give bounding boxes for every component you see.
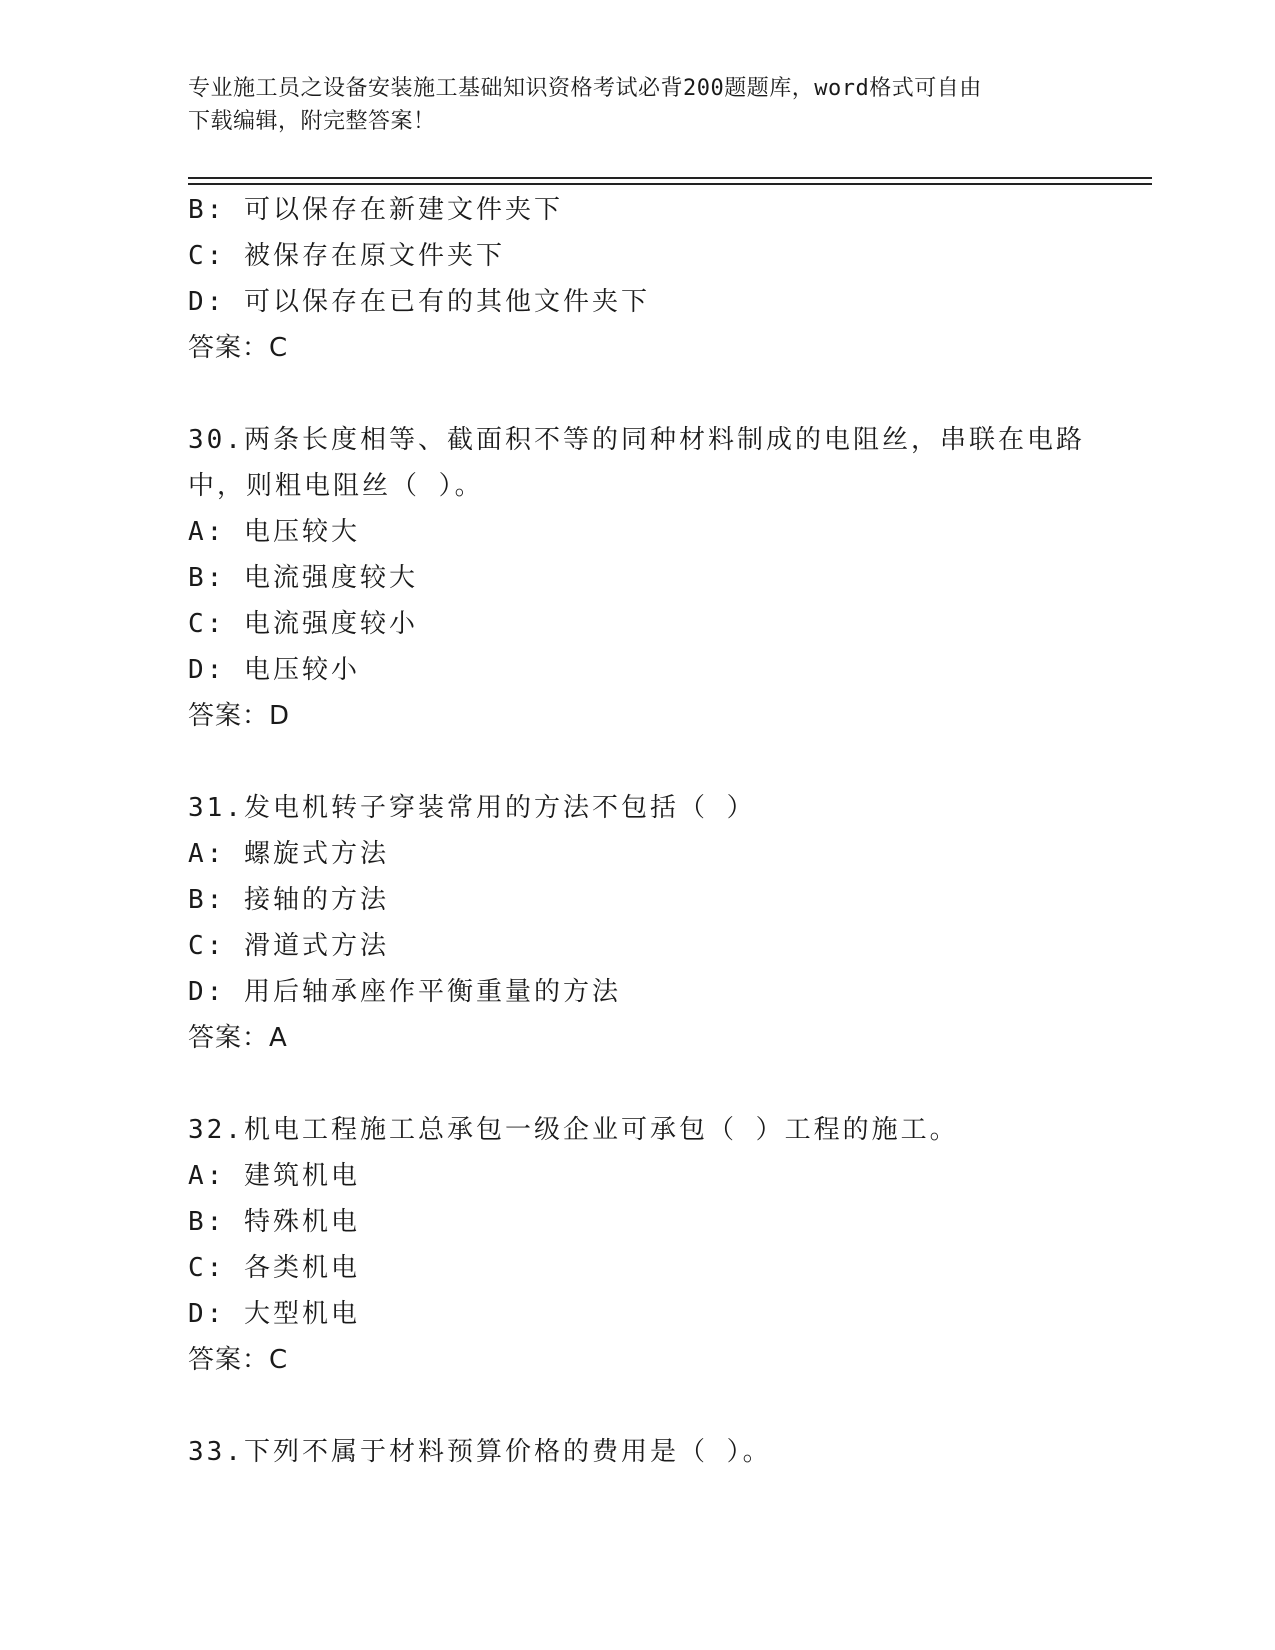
question-stem: 32.机电工程施工总承包一级企业可承包（ ）工程的施工。	[188, 1115, 959, 1145]
option-c: C: 电流强度较小	[188, 609, 418, 639]
question-spacer	[188, 1383, 1088, 1429]
header-divider-bottom	[188, 183, 1152, 185]
question-stem: 31.发电机转子穿装常用的方法不包括（ ）	[188, 793, 756, 823]
option-c: C: 各类机电	[188, 1253, 360, 1283]
question-stem: 33.下列不属于材料预算价格的费用是（ ）。	[188, 1437, 772, 1467]
question-32	[188, 1107, 1088, 1383]
option-a: A: 建筑机电	[188, 1161, 360, 1191]
document-header	[188, 72, 1088, 138]
option-c: C: 被保存在原文件夹下	[188, 241, 505, 271]
question-spacer	[188, 739, 1088, 785]
option-d: D: 大型机电	[188, 1299, 360, 1329]
header-title-line-1: 专业施工员之设备安装施工基础知识资格考试必背200题题库，word格式可自由	[188, 76, 982, 101]
question-spacer	[188, 1061, 1088, 1107]
option-a: A: 螺旋式方法	[188, 839, 389, 869]
question-stem: 30.两条长度相等、截面积不等的同种材料制成的电阻丝，串联在电路	[188, 425, 1085, 455]
question-31	[188, 785, 1088, 1061]
question-spacer	[188, 371, 1088, 417]
option-b: B: 可以保存在新建文件夹下	[188, 195, 563, 225]
option-d: D: 用后轴承座作平衡重量的方法	[188, 977, 621, 1007]
option-d: D: 可以保存在已有的其他文件夹下	[188, 287, 650, 317]
header-divider-top	[188, 177, 1152, 179]
option-d: D: 电压较小	[188, 655, 360, 685]
option-b: B: 接轴的方法	[188, 885, 389, 915]
question-29	[188, 187, 1088, 371]
answer-line: 答案：C	[188, 333, 289, 363]
question-stem-continued: 中，则粗电阻丝（ ）。	[188, 471, 484, 501]
option-c: C: 滑道式方法	[188, 931, 389, 961]
question-30	[188, 417, 1088, 739]
question-list	[188, 187, 1088, 1475]
header-title-line-2: 下载编辑，附完整答案！	[188, 109, 436, 134]
answer-line: 答案：D	[188, 701, 291, 731]
option-b: B: 电流强度较大	[188, 563, 418, 593]
option-b: B: 特殊机电	[188, 1207, 360, 1237]
question-33	[188, 1429, 1088, 1475]
answer-line: 答案：A	[188, 1023, 288, 1053]
answer-line: 答案：C	[188, 1345, 289, 1375]
option-a: A: 电压较大	[188, 517, 360, 547]
